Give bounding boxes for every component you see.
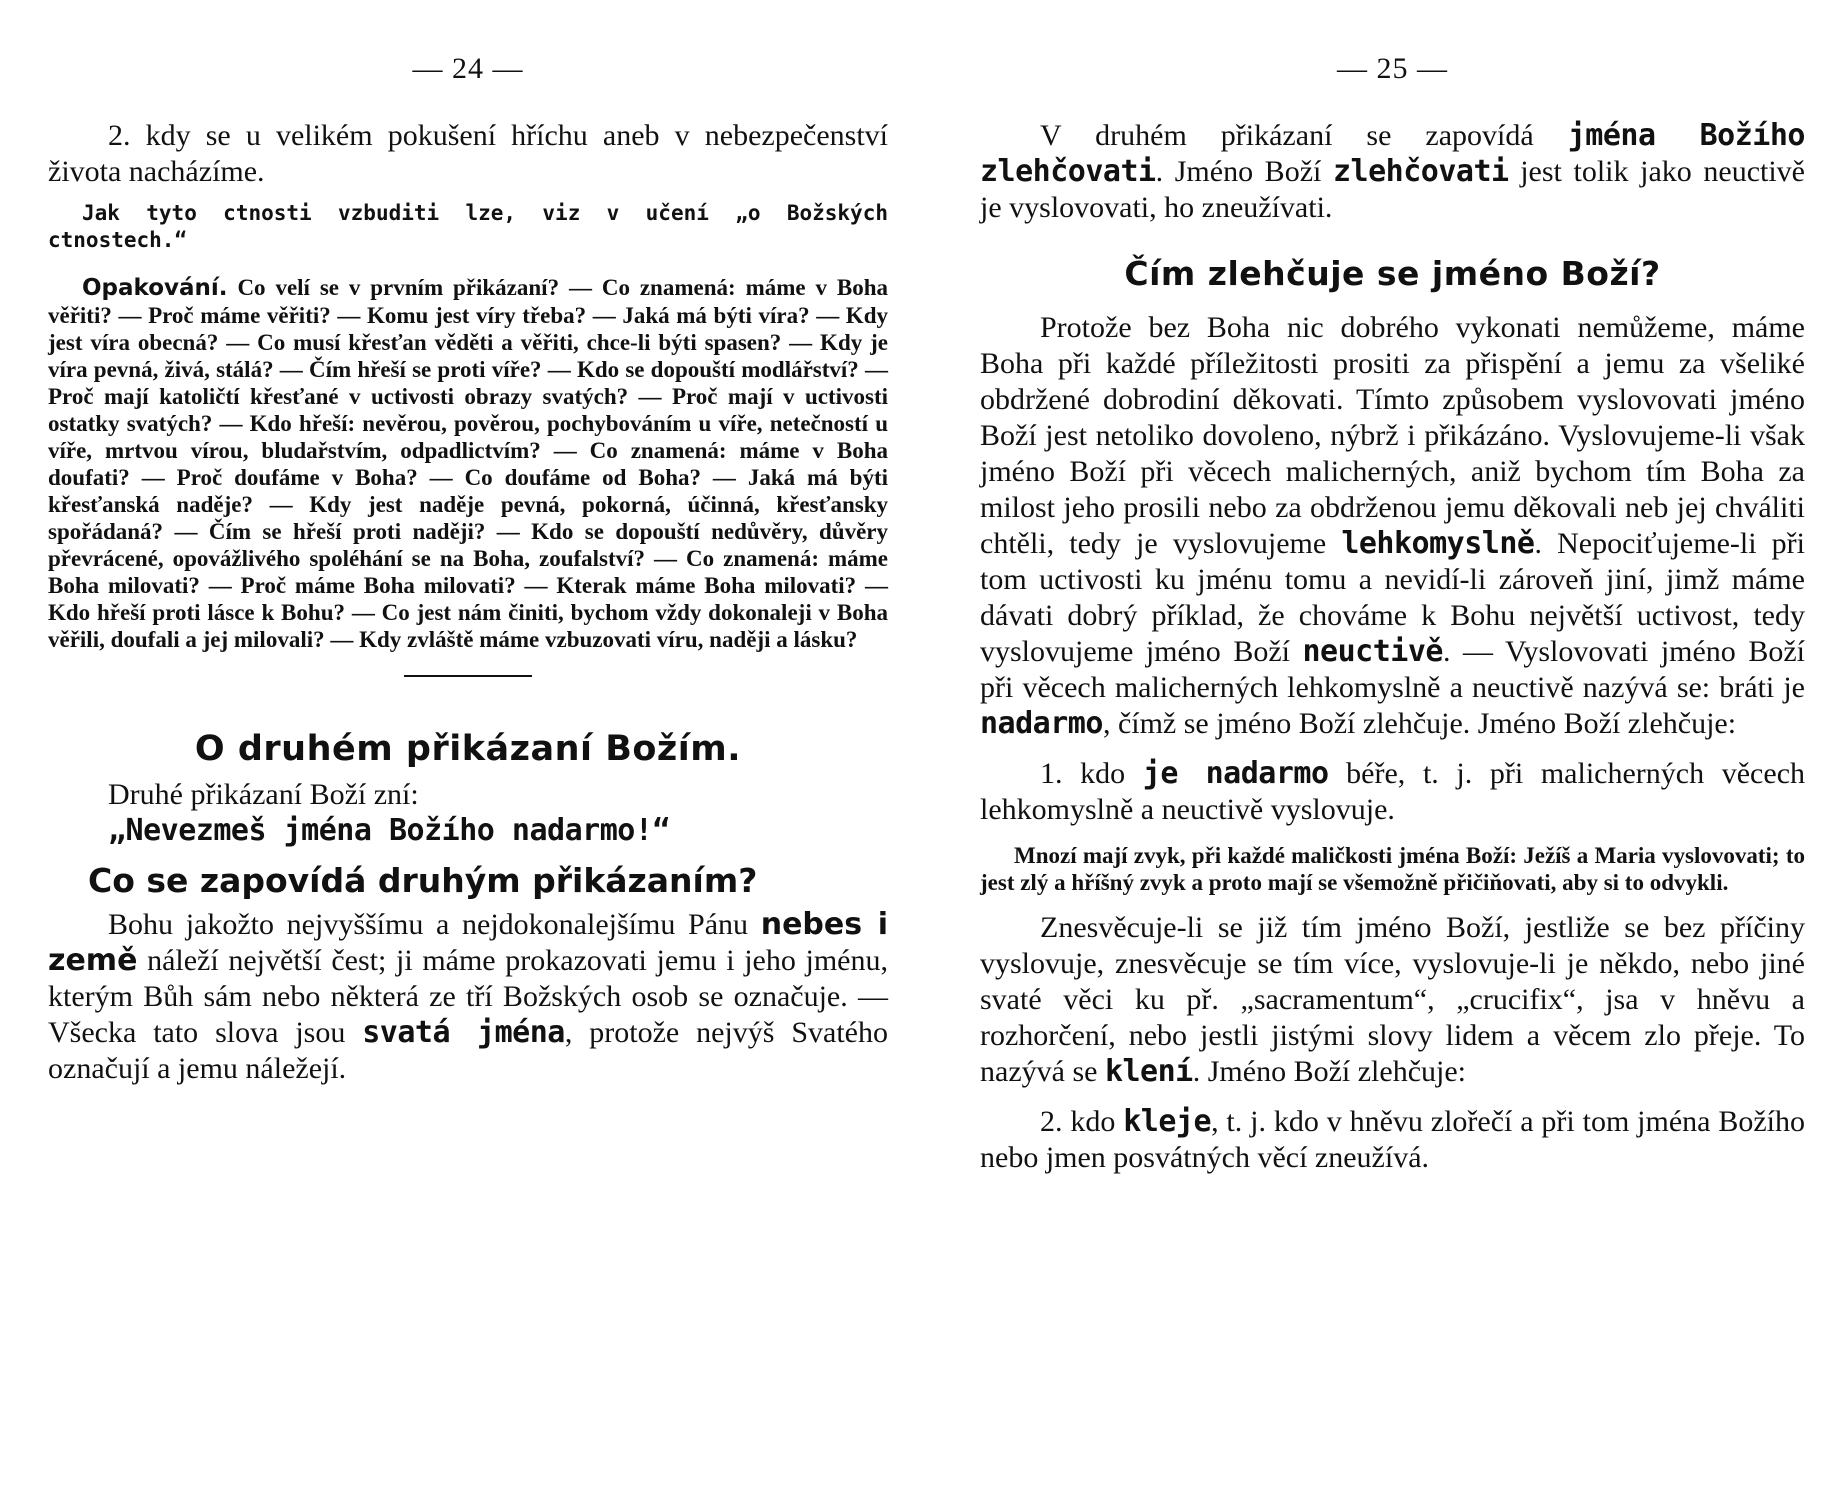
question-how-profaned: Čím zlehčuje se jméno Boží? <box>1124 254 1661 293</box>
emphasis-lightly: lehkomyslně <box>1341 526 1535 561</box>
paragraph-forbidden <box>980 118 1805 226</box>
page-number-right: — 25 — <box>1337 52 1448 85</box>
text-span: Bohu jakožto nejvyššímu a nejdokonalejšímu Pánu <box>108 908 761 941</box>
text-span: . Jméno Boží <box>1155 155 1333 188</box>
emphasis-heaven-earth: nebes i země <box>48 907 889 978</box>
paragraph-explanation <box>980 310 1805 742</box>
question-forbidden: Co se zapovídá druhým přikázaním? <box>88 861 758 900</box>
emphasis-profane: jména Božího zlehčovati <box>980 118 1805 189</box>
text-span: . — Vyslovovati jméno Boží při věcech malicherných lehkomyslně a neuctivě nazývá se: bráti je <box>980 635 1805 704</box>
text-span: , protože nejvýš Svatého označují a jemu náležejí. <box>48 1016 888 1085</box>
list-item-2 <box>980 1104 1805 1176</box>
text-span: 2. kdo <box>1040 1105 1124 1138</box>
text-span: Znesvěcuje-li se již tím jméno Boží, jestliže se bez příčiny vyslovuje, znesvěcuje se tím více, vyslovuje-li je někdo, nebo jiné svaté věci ku př. „sacramentum“, „crucifix“, jsa v hněvu a rozhorčení, nebo jestli jistými slovy lidem a věcem zlo přeje. To nazývá se <box>980 911 1805 1088</box>
paragraph-honor <box>48 907 888 1087</box>
paragraph-cursing <box>980 910 1805 1090</box>
review-text: Co velí se v prvním přikázaní? — Co znamená: máme v Boha věřiti? — Proč máme věřiti? — Komu jest víry třeba? — Jaká má býti víra? — Kdy jest víra obecná? — Co musí křesťan věděti a věřiti, chce-li býti spasen? — Kdy je víra pevná, živá, stálá? — Čím hřeší se proti víře? — Kdo se dopouští modlářství? — Proč mají katoličtí křesťané v uctivosti obrazy svatých? — Proč mají v uctivosti ostatky svatých? — Kdo hřeší: nevěrou, pověrou, pochybováním u víře, netečností u víře, mrtvou vírou, bludařstvím, odpadlictvím? — Co znamená: máme v Boha doufati? — Proč doufáme v Boha? — Co doufáme od Boha? — Jaká má býti křesťanská naděje? — Kdy jest naděje pevná, pokorná, účinná, křesťansky spořádaná? — Čím se hřeší proti naději? — Kdo se dopouští nedůvěry, důvěry převrácené, opovážlivého spoléhání se na Boha, zoufalství? — Co znamená: máme Boha milovati? — Proč máme Boha milovati? — Kterak máme Boha milovati? — Kdo hřeší proti lásce k Bohu? — Co jest nám činiti, bychom vždy dokonaleji v Boha věřili, doufali a jej milovali? — Kdy zvláště máme vzbuzovati víru, naději a lásku? <box>48 275 889 652</box>
left-page <box>48 0 888 1500</box>
commandment-quote: „Nevezmeš jména Božího nadarmo!“ <box>108 813 670 848</box>
emphasis-in-vain: nadarmo <box>980 706 1103 741</box>
emphasis-cursing: klení <box>1104 1054 1193 1089</box>
text-span: . Nepociťujeme-li při tom uctivosti ku jménu tomu a nevidí-li zároveň jiní, jimž máme dávati dobrý příklad, že chováme k Bohu největší uctivost, tedy vyslovujeme jméno Boží <box>980 527 1806 668</box>
text-span: , t. j. kdo v hněvu zlořečí a při tom jména Božího nebo jmen posvátných věcí zneužívá. <box>980 1105 1805 1174</box>
emphasis-profane-2: zlehčovati <box>1332 154 1509 189</box>
paragraph-danger: 2. kdy se u velikém pokušení hříchu aneb v nebezpečenství života nacházíme. <box>48 119 888 188</box>
review-label: Opakování. <box>82 275 228 301</box>
commandment-intro: Druhé přikázaní Boží zní: <box>108 778 419 811</box>
text-span: béře, t. j. při malicherných věcech lehkomyslně a neuctivě vyslovuje. <box>980 757 1806 826</box>
text-span: náleží největší čest; ji máme prokazovati jemu i jeho jménu, kterým Bůh sám nebo některá ze tří Božských osob se označuje. — Všecka tato slova jsou <box>48 944 888 1049</box>
text-span: Protože bez Boha nic dobrého vykonati nemůžeme, máme Boha při každé příležitosti prositi za přispění a jemu za všeliké obdržené dobrodiní děkovati. Tímto způsobem vyslovovati jméno Boží jest netoliko dovoleno, nýbrž i přikázáno. Vyslovujeme-li však jméno Boží při věcech malicherných, aniž bychom tím Boha za milost jeho prosili nebo za obdrženou jemu děkovali neb jej chváliti chtěli, tedy je vyslovujeme <box>980 311 1805 560</box>
emphasis-irreverently: neuctivě <box>1302 634 1443 669</box>
section-title: O druhém přikázaní Božím. <box>194 729 742 769</box>
note-virtues: Jak tyto ctnosti vzbuditi lze, viz v učení „o Božských ctnostech.“ <box>48 201 888 252</box>
emphasis-takes-in-vain: je nadarmo <box>1142 756 1329 791</box>
text-span: . Jméno Boží zlehčuje: <box>1192 1055 1467 1088</box>
text-span: 1. kdo <box>1040 757 1143 790</box>
text-span: , čímž se jméno Boží zlehčuje. Jméno Boží zlehčuje: <box>1102 707 1737 740</box>
review-block <box>48 274 888 653</box>
emphasis-curses: kleje <box>1123 1104 1212 1139</box>
emphasis-holy-names: svatá jména <box>362 1015 565 1050</box>
section-divider <box>404 675 532 677</box>
text-span: V druhém přikázaní se zapovídá <box>1040 119 1568 152</box>
commandment-text <box>48 813 888 849</box>
list-item-1 <box>980 756 1805 828</box>
right-page <box>980 0 1805 1500</box>
page-number-left: — 24 — <box>412 52 524 85</box>
text-span: jest tolik jako neuctivě je vyslovovati, ho zneužívati. <box>980 155 1805 224</box>
note-habit: Mnozí mají zvyk, při každé maličkosti jména Boží: Ježíš a Maria vyslovovati; to jest zlý a hříšný zvyk a proto mají se všemožně přičiňovati, aby si to odvykli. <box>980 843 1805 895</box>
